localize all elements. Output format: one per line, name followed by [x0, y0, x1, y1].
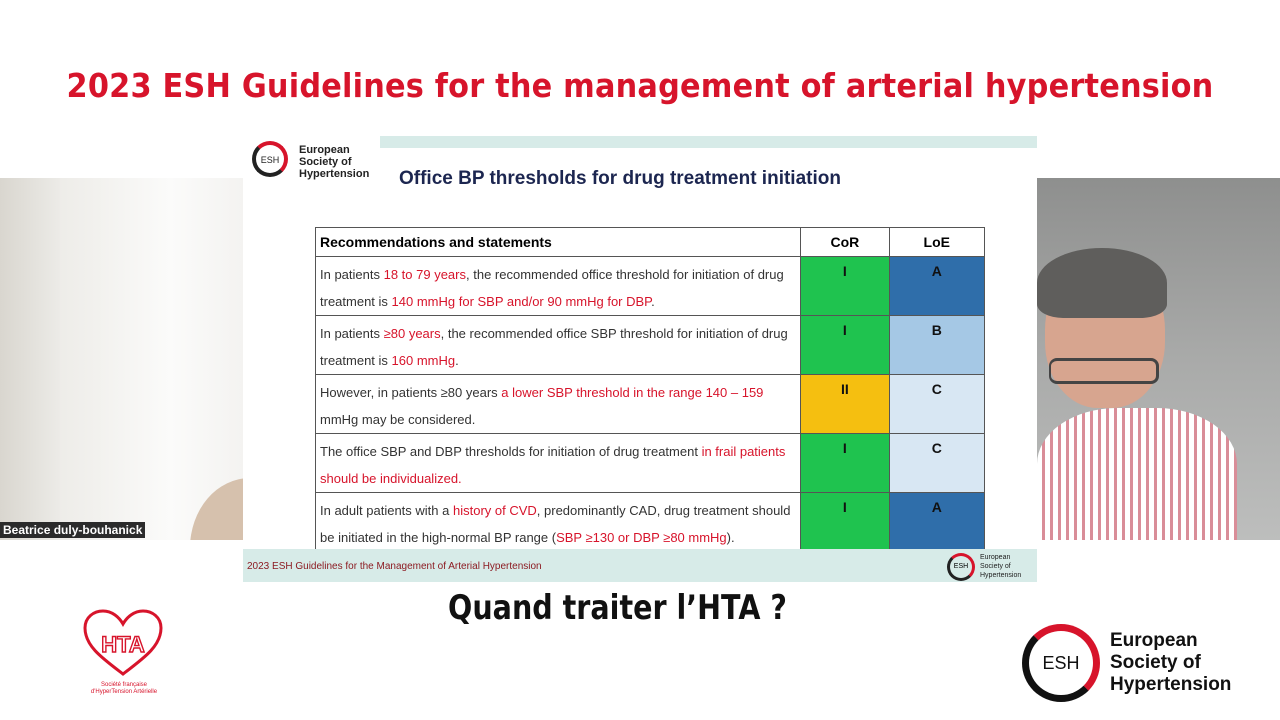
- participant-shirt: [1037, 408, 1237, 540]
- slide-footer-text: 2023 ESH Guidelines for the Management of Arterial Hypertension: [247, 561, 542, 572]
- cor-cell: I: [801, 257, 889, 316]
- header-loe: LoE: [889, 228, 984, 257]
- statement-cell: [316, 316, 801, 375]
- text-part: ).: [726, 530, 735, 545]
- text-part: .: [651, 294, 655, 309]
- hta-caption: [78, 682, 170, 696]
- statement-cell: [316, 493, 801, 552]
- main-title: 2023 ESH Guidelines for the management of arterial hypertension: [66, 66, 1214, 105]
- esh-ring-text: ESH: [953, 563, 969, 570]
- cor-cell: I: [801, 493, 889, 552]
- cor-cell: I: [801, 434, 889, 493]
- header-statement: Recommendations and statements: [316, 228, 801, 257]
- text-part: , predominantly CAD, drug treatment should be initiated in the high-normal BP range (: [320, 503, 791, 545]
- esh-footer-logo: [947, 552, 1037, 580]
- loe-cell: B: [889, 316, 984, 375]
- highlight-part: history of CVD: [452, 503, 537, 518]
- table-row: [316, 375, 985, 434]
- text-part: In patients: [320, 267, 384, 282]
- esh-logo: [1022, 624, 1262, 704]
- logo-line-1: European: [299, 144, 350, 156]
- participant-shoulder: [190, 478, 243, 540]
- logo-line-2: Society of: [299, 156, 352, 168]
- logo-line-3: Hypertension: [299, 168, 370, 180]
- table-row: [316, 434, 985, 493]
- recommendations-table: [315, 227, 985, 552]
- cor-cell: II: [801, 375, 889, 434]
- highlight-part: a lower SBP threshold in the range 140 – 159: [501, 385, 764, 400]
- statement-cell: [316, 257, 801, 316]
- slide-top-band: [380, 136, 1037, 148]
- text-part: In adult patients with a: [320, 503, 453, 518]
- cor-cell: I: [801, 316, 889, 375]
- esh-slide-logo-text: [299, 144, 369, 180]
- header-cor: CoR: [801, 228, 889, 257]
- table-row: [316, 316, 985, 375]
- slide-heading: Office BP thresholds for drug treatment initiation: [399, 168, 841, 189]
- esh-logo-text: [1110, 630, 1231, 696]
- esh-logo-line-2: Society of: [1110, 652, 1201, 673]
- heart-icon: [82, 608, 164, 678]
- esh-logo-line-1: European: [1110, 630, 1198, 651]
- text-part: In patients: [320, 326, 384, 341]
- hta-logo: [78, 606, 170, 702]
- text-part: However, in patients ≥80 years: [320, 385, 502, 400]
- participant-hair: [1037, 248, 1167, 318]
- text-part: , the recommended office SBP threshold for initiation of drug treatment is: [320, 326, 788, 368]
- hta-mark-text: HTA: [101, 632, 145, 657]
- table-row: [316, 493, 985, 552]
- statement-cell: [316, 375, 801, 434]
- text-part: The office SBP and DBP thresholds for initiation of drug treatment: [320, 444, 702, 459]
- participant-name-label: Beatrice duly-bouhanick: [0, 522, 145, 538]
- highlight-part: in frail patients should be individualized.: [320, 444, 786, 486]
- loe-cell: C: [889, 434, 984, 493]
- esh-footer-logo-text: [980, 553, 1021, 580]
- webcam-left: [0, 178, 243, 540]
- esh-logo-line-3: Hypertension: [1110, 674, 1232, 695]
- esh-slide-logo: [252, 141, 382, 187]
- hta-caption-line-1: Société française: [100, 682, 148, 688]
- highlight-part: 140 mmHg for SBP and/or 90 mmHg for DBP: [391, 294, 652, 309]
- text-part: mmHg may be considered.: [320, 412, 476, 427]
- footer-logo-line-1: European: [980, 554, 1011, 561]
- esh-ring-icon: [252, 141, 288, 177]
- loe-cell: A: [889, 257, 984, 316]
- esh-ring-icon: [947, 553, 975, 581]
- slide-footer: [243, 549, 1037, 582]
- table-row: [316, 257, 985, 316]
- text-part: .: [455, 353, 459, 368]
- highlight-part: ≥80 years: [383, 326, 441, 341]
- esh-ring-icon: [1022, 624, 1100, 702]
- highlight-part: 18 to 79 years: [383, 267, 466, 282]
- hta-caption-line-2: d'HyperTension Artérielle: [90, 689, 158, 695]
- footer-logo-line-3: Hypertension: [980, 572, 1022, 579]
- subtitle: Quand traiter l’HTA ?: [448, 588, 787, 628]
- participant-glasses: [1049, 358, 1159, 384]
- highlight-part: SBP ≥130 or DBP ≥80 mmHg: [556, 530, 727, 545]
- presentation-slide: [243, 136, 1037, 582]
- esh-ring-text: ESH: [1042, 653, 1080, 673]
- esh-ring-text: ESH: [260, 155, 280, 165]
- table-header-row: [316, 228, 985, 257]
- highlight-part: 160 mmHg: [391, 353, 456, 368]
- webcam-right: [1037, 178, 1280, 540]
- wall-shade: [0, 178, 60, 540]
- text-part: , the recommended office threshold for initiation of drug treatment is: [320, 267, 784, 309]
- loe-cell: C: [889, 375, 984, 434]
- loe-cell: A: [889, 493, 984, 552]
- footer-logo-line-2: Society of: [980, 563, 1011, 570]
- statement-cell: [316, 434, 801, 493]
